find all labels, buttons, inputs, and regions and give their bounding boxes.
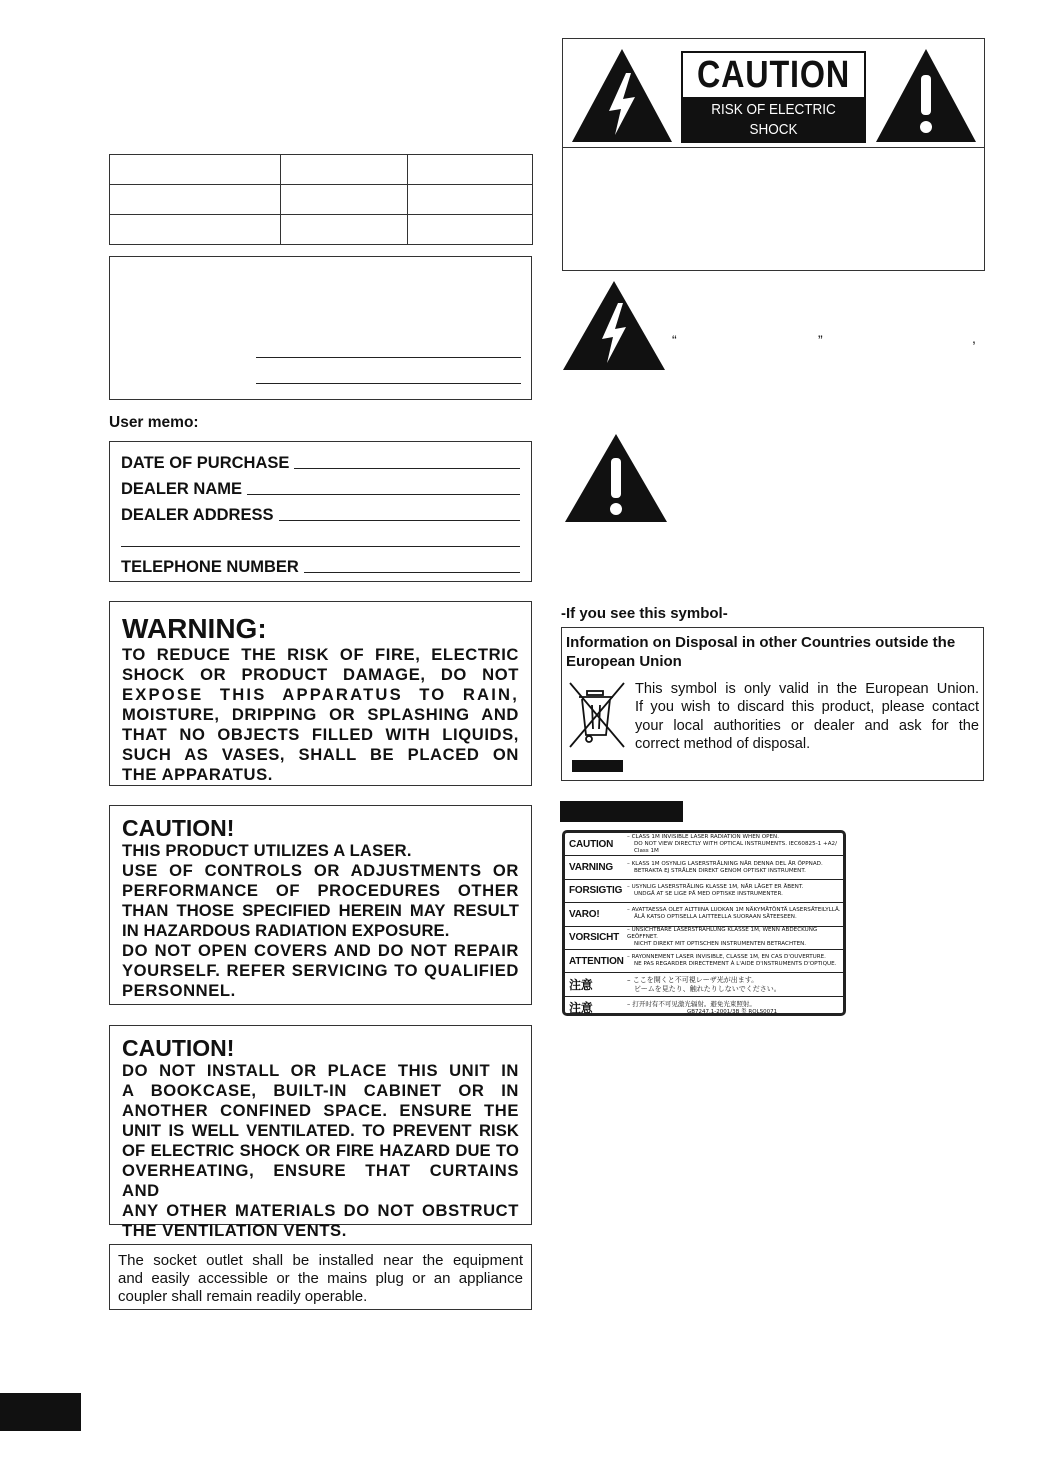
user-memo-heading: User memo: [109,414,199,431]
laser-label-line: – RAYONNEMENT LASER INVISIBLE, CLASSE 1M, EN CAS D'OUVERTURE. [627,954,826,961]
serial-number-box [109,256,532,400]
serial-line-2 [256,383,521,384]
laser-label-line: – AVATTAESSA OLET ALTTIINA LUOKAN 1M NÄKYMÄTÖNTÄ LASERSÄTEILYLLÄ. [627,907,841,914]
caution-install-line: OF ELECTRIC SHOCK OR FIRE HAZARD DUE TO [122,1141,519,1161]
laser-label-text [627,861,843,875]
warning-line: EXPOSE THIS APPARATUS TO RAIN, [122,685,519,705]
table-cell [281,185,408,215]
caution-laser-line: IN HAZARDOUS RADIATION EXPOSURE. [122,921,450,941]
table-cell [408,155,533,185]
table-cell [110,215,281,245]
socket-line: The socket outlet shall be installed near the equipment [118,1252,523,1269]
caution-install-line: A BOOKCASE, BUILT-IN CABINET OR IN [122,1081,519,1101]
table-cell [408,185,533,215]
laser-label-row [565,903,843,926]
memo-telephone-line[interactable] [304,572,520,573]
laser-label-line: DO NOT VIEW DIRECTLY WITH OPTICAL INSTRUMENTS. IEC60825-1 +A2/ Class 1M [634,840,837,854]
memo-dealer-name-label: DEALER NAME [121,480,243,498]
memo-dealer-address-label: DEALER ADDRESS [121,506,274,524]
laser-label-line: NE PAS REGARDER DIRECTEMENT À L'AIDE D'INSTRUMENTS D'OPTIQUE. [634,961,837,968]
caution-install-box [109,1025,532,1241]
laser-label-text [627,907,843,921]
laser-label-key: CAUTION [569,838,614,850]
caution-laser-title: CAUTION! [122,815,235,841]
laser-label-key: VARNING [569,862,613,874]
disposal-body-line: correct method of disposal. [635,735,811,752]
caution-install-text [122,1061,519,1241]
caution-laser-text [122,841,519,1001]
laser-label-text [627,954,843,968]
memo-telephone-label: TELEPHONE NUMBER [121,558,299,576]
laser-label-line: – KLASS 1M OSYNLIG LASERSTRÅLNING NÄR DENNA DEL ÄR ÖPPNAD. [627,860,823,867]
laser-label-key: 注意 [569,1001,593,1016]
trailing-comma: , [972,330,976,346]
caution-laser-line: THIS PRODUCT UTILIZES A LASER. [122,841,412,861]
caution-laser-line: USE OF CONTROLS OR ADJUSTMENTS OR [122,861,519,881]
memo-dealer-name-line[interactable] [247,494,520,495]
caution-install-line: ANY OTHER MATERIALS DO NOT OBSTRUCT [122,1201,519,1221]
laser-label-row [565,950,843,973]
serial-line-1 [256,357,521,358]
warning-line: THE APPARATUS. [122,765,273,785]
lightning-triangle-icon [569,45,675,145]
laser-label-row [565,880,843,903]
user-memo-box [109,441,532,582]
warning-text [122,645,519,785]
warning-line: SHOCK OR PRODUCT DAMAGE, DO NOT [122,665,519,685]
memo-telephone-row [121,551,520,577]
laser-label-key: 注意 [569,978,593,993]
memo-dealer-address-line[interactable] [279,520,521,521]
caution-label [681,51,866,158]
table-cell [110,185,281,215]
close-quote: ” [818,332,823,348]
laser-label-text [627,884,843,898]
caution-label-line1: RISK OF ELECTRIC SHOCK [711,101,836,138]
laser-label-line: BETRAKTA EJ STRÅLEN DIREKT GENOM OPTISKT INSTRUMENT. [634,867,806,874]
caution-laser-line: YOURSELF. REFER SERVICING TO QUALIFIED [122,961,519,981]
laser-label-line: ビームを見たり、触れたりしないでください。 [634,984,781,993]
table-cell [408,215,533,245]
table-row [110,185,533,215]
warning-line: MOISTURE, DRIPPING OR SPLASHING AND [122,705,519,725]
laser-caution-label [562,830,846,1016]
laser-label-row [565,833,843,856]
disposal-title [566,634,955,671]
disposal-body-line: your local authorities or dealer and ask for the [635,717,979,734]
disposal-box [561,627,984,781]
disposal-body-line: If you wish to discard this product, please contact [635,699,979,716]
laser-label-row [565,856,843,879]
laser-label-line: – UNSICHTBARE LASERSTRAHLUNG KLASSE 1M, WENN ABDECKUNG GEÖFFNET. [627,927,818,941]
laser-label-text [627,1000,843,1016]
exclamation-symbol-icon [563,432,669,524]
memo-date-row [121,447,520,473]
laser-label-line: – USYNLIG LASERSTRÅLING KLASSE 1M, NÅR LÅGET ER ÅBENT. [627,883,804,890]
table-row [110,155,533,185]
memo-address-extra-row [121,525,520,551]
laser-label-key: VARO! [569,908,600,920]
caution-shock-box [562,38,985,271]
laser-label-text [627,976,843,993]
memo-date-line[interactable] [294,468,520,469]
caution-install-line: UNIT IS WELL VENTILATED. TO PREVENT RISK [122,1121,519,1141]
laser-label-line: – CLASS 1M INVISIBLE LASER RADIATION WHEN OPEN. [627,833,779,840]
laser-label-line: UNDGÅ AT SE LIGE PÅ MED OPTISKE INSTRUMENTER. [634,890,783,897]
laser-label-key: ATTENTION [569,955,624,967]
laser-label-line: ÄLÄ KATSO OPTISELLA LAITTEELLA SUORAAN SÄTEESEEN. [634,914,797,921]
model-number-table [109,154,533,245]
caution-laser-line: PERFORMANCE OF PROCEDURES OTHER [122,881,519,901]
disposal-title-line: Information on Disposal in other Countries outside the [566,634,956,651]
socket-line: coupler shall remain readily operable. [118,1288,368,1305]
disposal-body [635,680,979,753]
table-cell [110,155,281,185]
table-row [110,215,533,245]
memo-dealer-address-row [121,499,520,525]
warning-box [109,601,532,786]
caution-laser-line: DO NOT OPEN COVERS AND DO NOT REPAIR [122,941,519,961]
memo-date-label: DATE OF PURCHASE [121,454,290,472]
warning-line: TO REDUCE THE RISK OF FIRE, ELECTRIC [122,645,519,665]
laser-label-line: GB7247.1-2001/3B 类 RQLS0071 [687,1008,778,1015]
laser-label-line: NICHT DIREKT MIT OPTISCHEN INSTRUMENTEN BETRACHTEN. [634,941,807,948]
table-cell [281,215,408,245]
crossed-bin-icon [567,681,629,751]
laser-label-line: – ここを開くと不可視レーザ光が出ます。 [627,976,759,985]
caution-label-band [683,97,864,158]
caution-install-line: OVERHEATING, ENSURE THAT CURTAINS AND [122,1161,519,1201]
laser-label-key: VORSICHT [569,932,620,944]
caution-install-title: CAUTION! [122,1035,235,1061]
caution-laser-line: PERSONNEL. [122,981,236,1001]
warning-line: THAT NO OBJECTS FILLED WITH LIQUIDS, [122,725,519,745]
socket-outlet-box [109,1244,532,1310]
caution-install-line: DO NOT INSTALL OR PLACE THIS UNIT IN [122,1061,519,1081]
lightning-symbol-icon [562,279,667,372]
page-number-tab [0,1393,81,1431]
laser-label-row [565,927,843,950]
laser-label-row [565,973,843,996]
open-quote: “ [672,332,677,348]
warning-title: WARNING: [122,613,267,644]
caution-label-title: CAUTION [696,54,851,96]
caution-install-line: THE VENTILATION VENTS. [122,1221,347,1241]
disposal-body-line: This symbol is only valid in the European Union. [635,681,979,697]
caution-install-line: ANOTHER CONFINED SPACE. ENSURE THE [122,1101,519,1121]
disposal-title-line: European Union [566,652,682,670]
exclamation-triangle-icon [873,45,979,145]
caution-laser-box [109,805,532,1005]
laser-label-text [627,927,843,948]
laser-label-row [565,997,843,1019]
laser-label-key: FORSIGTIG [569,885,623,897]
memo-address-extra-line[interactable] [121,546,520,547]
memo-dealer-name-row [121,473,520,499]
warning-line: SUCH AS VASES, SHALL BE PLACED ON [122,745,519,765]
table-cell [281,155,408,185]
symbol-heading: -If you see this symbol- [561,605,728,622]
caution-laser-line: THAN THOSE SPECIFIED HEREIN MAY RESULT [122,901,519,921]
laser-label-text [627,834,843,855]
socket-line: and easily accessible or the mains plug or an appliance [118,1270,523,1287]
laser-label-line: – 打开时有不可见激光辐射。避免光束照射。 [627,999,756,1008]
bin-bar [572,760,623,772]
laser-label-heading-bar [560,801,683,822]
caution-label-line2: DO NOT OPEN [726,141,821,158]
caution-box-divider [563,147,984,148]
